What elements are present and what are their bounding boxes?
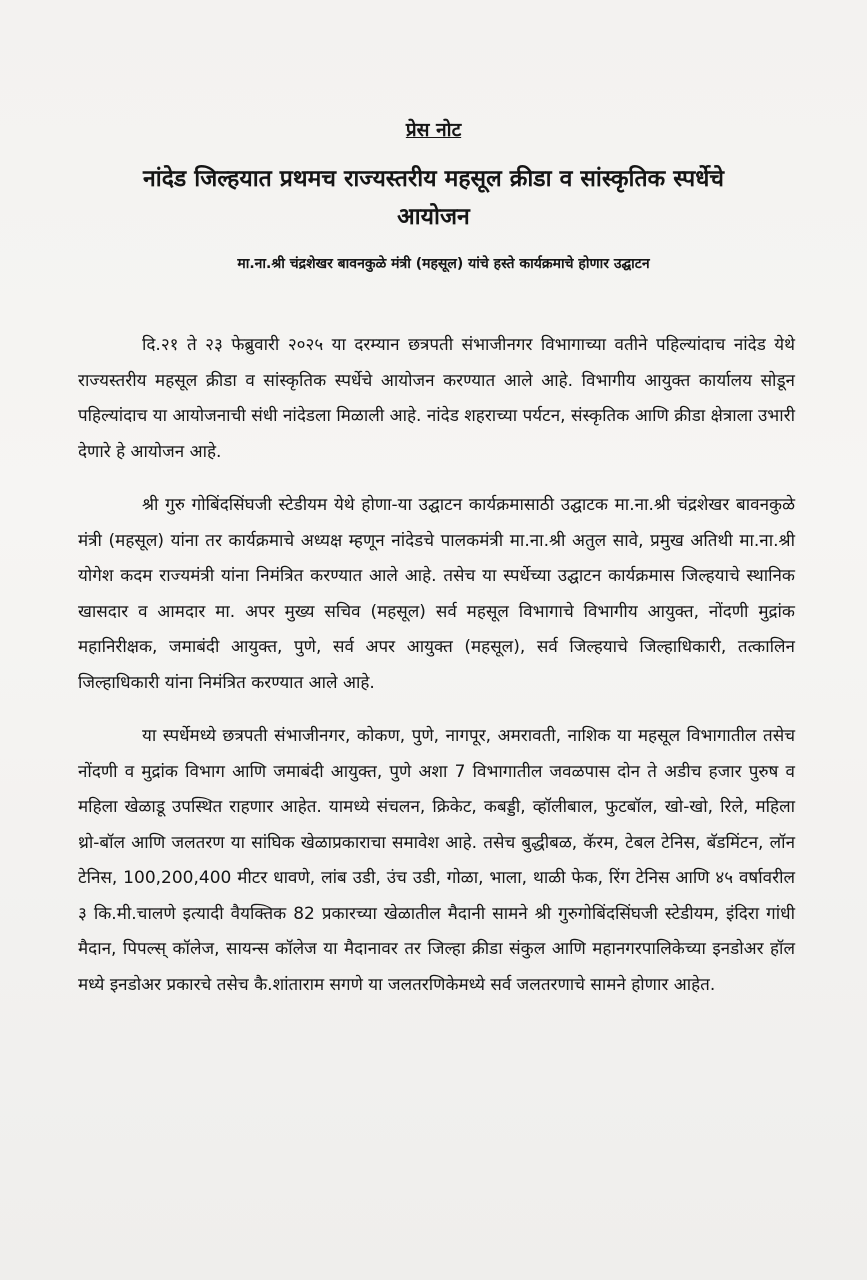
page-title: नांदेड जिल्हयात प्रथमच राज्यस्तरीय महसूल क्रीडा व सांस्कृतिक स्पर्धेचे आयोजन [142, 166, 724, 230]
body-text [78, 328, 795, 1021]
press-note-label: प्रेस नोट [405, 119, 462, 141]
paragraph-event-dates: दि.२१ ते २३ फेब्रुवारी २०२५ या दरम्यान छत्रपती संभाजीनगर विभागाच्या वतीने पहिल्यांदाच नांदेड येथे राज्यस्तरीय महसूल क्रीडा व सांस्कृतिक स्पर्धेचे आयोजन करण्यात आले आहे. विभागीय आयुक्त कार्यालय सोडून पहिल्यांदाच या आयोजनाची संधी नांदेडला मिळाली आहे. नांदेड शहराच्या पर्यटन, संस्कृतिक आणि क्रीडा क्षेत्राला उभारी देणारे हे आयोजन आहे. [78, 335, 795, 462]
paragraph-inauguration: श्री गुरु गोबिंदसिंघजी स्टेडीयम येथे होणा-या उद्घाटन कार्यक्रमासाठी उद्घाटक मा.ना.श्री चंद्रशेखर बावनकुळे मंत्री (महसूल) यांना तर कार्यक्रमाचे अध्यक्ष म्हणून नांदेडचे पालकमंत्री मा.ना.श्री अतुल सावे, प्रमुख अतिथी मा.ना.श्री योगेश कदम राज्यमंत्री यांना निमंत्रित करण्यात आले आहे. तसेच या स्पर्धेच्या उद्घाटन कार्यक्रमास जिल्हयाचे स्थानिक खासदार व आमदार मा. अपर मुख्य सचिव (महसूल) सर्व महसूल विभागाचे विभागीय आयुक्त, नोंदणी मुद्रांक महानिरीक्षक, जमाबंदी आयुक्त, पुणे, सर्व अपर आयुक्त (महसूल), सर्व जिल्हयाचे जिल्हाधिकारी, तत्कालिन जिल्हाधिकारी यांना निमंत्रित करण्यात आले आहे. [78, 495, 795, 693]
page-subtitle: मा.ना.श्री चंद्रशेखर बावनकुळे मंत्री (महसूल) यांचे हस्ते कार्यक्रमाचे होणार उद्घाटन [237, 256, 650, 272]
paragraph-competitions: या स्पर्धेमध्ये छत्रपती संभाजीनगर, कोकण, पुणे, नागपूर, अमरावती, नाशिक या महसूल विभागातील तसेच नोंदणी व मुद्रांक विभाग आणि जमाबंदी आयुक्त, पुणे अशा 7 विभागातील जवळपास दोन ते अडीच हजार पुरुष व महिला खेळाडू उपस्थित राहणार आहेत. यामध्ये संचलन, क्रिकेट, कबड्डी, व्हॉलीबाल, फुटबॉल, खो-खो, रिले, महिला थ्रो-बॉल आणि जलतरण या सांघिक खेळाप्रकाराचा समावेश आहे. तसेच बुद्धीबळ, कॅरम, टेबल टेनिस, बॅडमिंटन, लॉन टेनिस, 100,200,400 मीटर धावणे, लांब उडी, उंच उडी, गोळा, भाला, थाळी फेक, रिंग टेनिस आणि ४५ वर्षावरील ३ कि.मी.चालणे इत्यादी वैयक्तिक 82 प्रकारच्या खेळातील मैदानी सामने श्री गुरुगोबिंदसिंघजी स्टेडीयम, इंदिरा गांधी मैदान, पिपल्स् कॉलेज, सायन्स कॉलेज या मैदानावर तर जिल्हा क्रीडा संकुल आणि महानगरपालिकेच्या इनडोअर हॉल मध्ये इनडोअर प्रकारचे तसेच कै.शांताराम सगणे या जलतरणिकेमध्ये सर्व जलतरणाचे सामने होणार आहेत. [78, 726, 795, 995]
